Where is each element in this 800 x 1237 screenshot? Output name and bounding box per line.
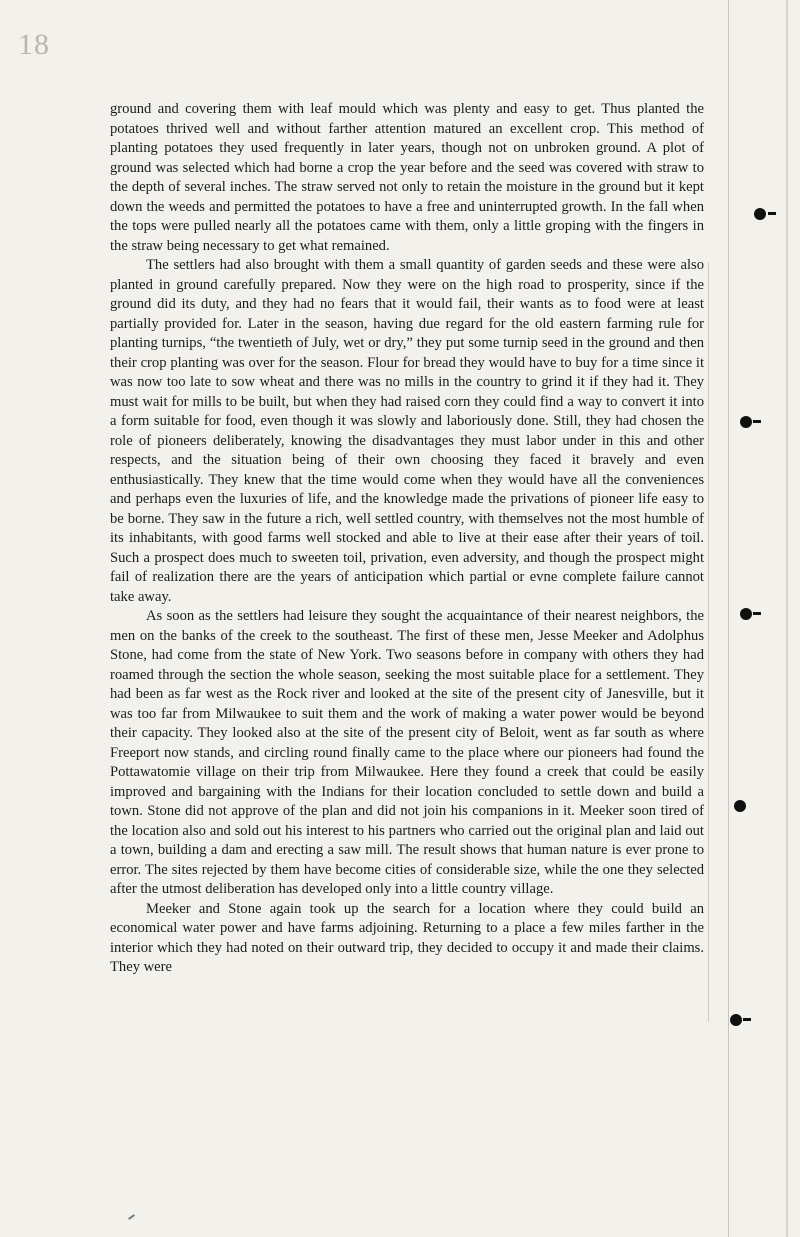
body-text xyxy=(110,100,704,978)
punch-hole-mark-1 xyxy=(768,212,776,215)
punch-hole-1 xyxy=(754,208,766,220)
paragraph-2: The settlers had also brought with them a small quantity of garden seeds and these were also planted in ground carefully prepared. Now they were on the high road to prosperity, since if the ground did its duty, and they had no fears that it would fail, their wants as to food were at least partially provided for. Later in the season, having due regard for the old eastern farming rule for planting turnips, “the twentieth of July, wet or dry,” they put some turnip seed in the ground and then their crop planting was over for the season. Flour for bread they would have to buy for a time since it was now too late to sow wheat and there was no mills in the country to grind it if they had it. They must wait for mills to be built, but when they had raised corn they could find a way to convert it into a form suitable for food, even though it was slowly and laboriously done. Still, they had chosen the role of pioneers deliberately, knowing the disadvantages they must labor under in this and other respects, and the situation being of their own choosing they faced it bravely and even enthusiastically. They knew that the time would come when they would have all the conveniences and perhaps even the luxuries of life, and the knowledge made the privations of pioneer life easy to be borne. They saw in the future a rich, well settled country, with themselves not the most humble of its inhabitants, with good farms well stocked and able to live at their ease after their years of toil. Such a prospect does much to sweeten toil, privation, even adversity, and though the prospect might fail of realization there are the years of anticipation which partial or evne complete failure cannot take away. xyxy=(110,257,704,605)
page-right-edge xyxy=(786,0,788,1237)
paragraph-3: As soon as the settlers had leisure they sought the acquaintance of their nearest neighbors, the men on the banks of the creek to the southeast. The first of these men, Jesse Meeker and Adolphus Stone, had come from the state of New York. Two seasons before in company with others they had roamed through the section the whole season, seeking the most suitable place for a settlement. They had been as far west as the Rock river and looked at the site of the present city of Janesville, but it was too far from Milwaukee to suit them and the work of making a water power would be beyond their capacity. They looked also at the site of the present city of Beloit, went as far south as where Freeport now stands, and circling round finally came to the place where our pioneers had found the Pottawatomie village on their trip from Milwaukee. Here they found a creek that could be easily improved and bargaining with the Indians for their location concluded to settle down and build a town. Stone did not approve of the plan and did not join his companions in it. Meeker soon tired of the location also and sold out his interest to his partners who carried out the original plan and laid out a town, building a dam and erecting a saw mill. The result shows that human nature is ever prone to error. The sites rejected by them have become cities of considerable size, while the one they selected after the utmost deliberation has developed only into a little country village. xyxy=(110,608,704,897)
punch-hole-mark-3 xyxy=(753,612,761,615)
margin-rule xyxy=(708,262,709,1022)
page-number: 18 xyxy=(18,28,50,61)
paragraph-4: Meeker and Stone again took up the search for a location where they could build an economical water power and have farms adjoining. Returning to a place a few miles farther in the interior which they had noted on their outward trip, they decided to occupy it and made their claims. They were xyxy=(110,900,704,975)
punch-hole-mark-2 xyxy=(753,420,761,423)
paragraph-1: ground and covering them with leaf mould which was plenty and easy to get. Thus planted the potatoes thrived well and without farther attention matured an excellent crop. This method of planting potatoes they used frequently in later years, though not on unbroken ground. A plot of ground was selected which had borne a crop the year before and the seed was covered with straw to the depth of several inches. The straw served not only to retain the moisture in the ground but it kept down the weeds and permitted the potatoes to have a free and uninterrupted growth. In the fall when the tops were pulled nearly all the potatoes came with them, only a little groping with the fingers in the straw being necessary to get what remained. xyxy=(110,101,704,254)
punch-hole-mark-5 xyxy=(743,1018,751,1021)
punch-hole-4 xyxy=(734,800,746,812)
punch-hole-2 xyxy=(740,416,752,428)
stray-pen-mark xyxy=(128,1214,135,1220)
punch-hole-3 xyxy=(740,608,752,620)
page-fold-line xyxy=(728,0,729,1237)
punch-hole-5 xyxy=(730,1014,742,1026)
